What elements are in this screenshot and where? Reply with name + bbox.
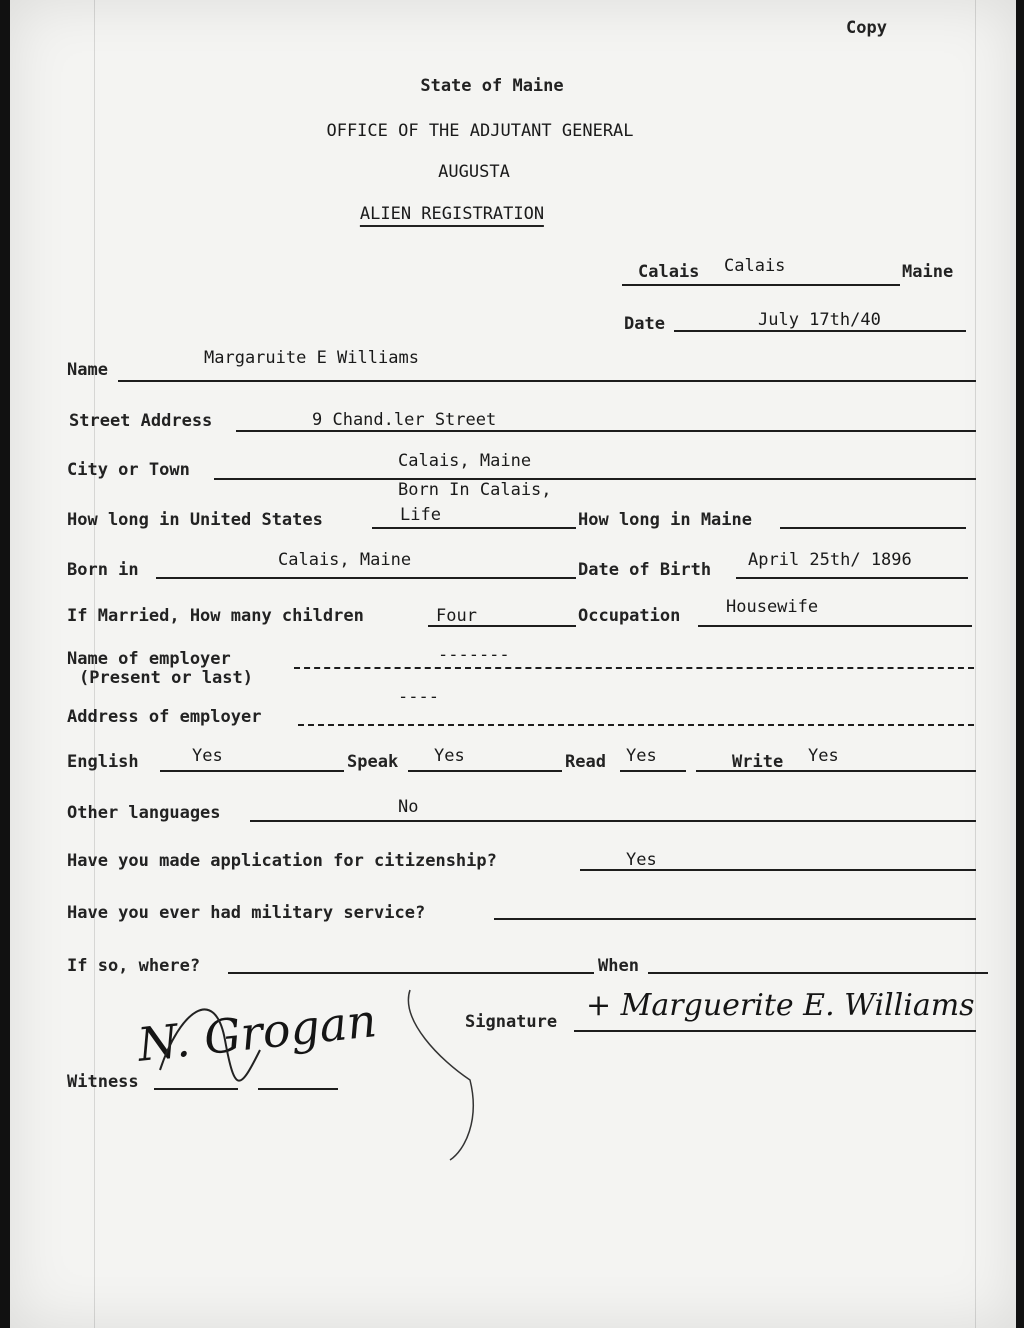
name-value: Margaruite E Williams bbox=[204, 348, 419, 368]
other-languages-value: No bbox=[398, 797, 419, 817]
witness-handwriting: N. Grogan bbox=[135, 993, 379, 1072]
place-printed-town: Calais bbox=[638, 262, 700, 282]
date-label: Date bbox=[624, 314, 665, 334]
city-value: Calais, Maine bbox=[398, 451, 532, 471]
write-value: Yes bbox=[808, 746, 839, 766]
employer-address-value: ---- bbox=[398, 687, 439, 707]
form-title: ALIEN REGISTRATION bbox=[360, 204, 544, 227]
dob-value: April 25th/ 1896 bbox=[748, 550, 912, 570]
maine-duration-label: How long in Maine bbox=[578, 510, 752, 530]
employer-value: ------- bbox=[438, 645, 510, 665]
speak-label: Speak bbox=[347, 752, 399, 772]
employer-label: Name of employer bbox=[67, 649, 231, 669]
witness-label: Witness bbox=[67, 1072, 139, 1092]
street-value: 9 Chand.ler Street bbox=[312, 410, 497, 430]
us-duration-value-line1: Born In Calais, bbox=[398, 480, 552, 500]
us-duration-value-line2: Life bbox=[400, 505, 441, 525]
other-languages-label: Other languages bbox=[67, 803, 221, 823]
copy-mark: Copy bbox=[846, 18, 887, 38]
english-value: Yes bbox=[192, 746, 223, 766]
street-label: Street Address bbox=[69, 411, 213, 431]
pen-flourish bbox=[10, 0, 1016, 1328]
signature-handwriting: + Marguerite E. Williams bbox=[586, 988, 975, 1023]
header-city: AUGUSTA bbox=[438, 162, 510, 182]
dob-label: Date of Birth bbox=[578, 560, 712, 580]
header-office: OFFICE OF THE ADJUTANT GENERAL bbox=[326, 121, 634, 141]
place-typed-town: Calais bbox=[724, 256, 786, 276]
document-page bbox=[10, 0, 1016, 1328]
born-in-value: Calais, Maine bbox=[278, 550, 412, 570]
citizenship-label: Have you made application for citizenship? bbox=[67, 851, 497, 871]
where-label: If so, where? bbox=[67, 956, 201, 976]
employer-sublabel: (Present or last) bbox=[79, 668, 253, 688]
occupation-label: Occupation bbox=[578, 606, 681, 626]
us-duration-label: How long in United States bbox=[67, 510, 323, 530]
read-value: Yes bbox=[626, 746, 657, 766]
when-label: When bbox=[598, 956, 639, 976]
signature-label: Signature bbox=[465, 1012, 558, 1032]
header-state: State of Maine bbox=[420, 76, 564, 96]
date-value: July 17th/40 bbox=[758, 310, 881, 330]
children-label: If Married, How many children bbox=[67, 606, 364, 626]
name-label: Name bbox=[67, 360, 108, 380]
read-label: Read bbox=[565, 752, 606, 772]
born-in-label: Born in bbox=[67, 560, 139, 580]
employer-address-label: Address of employer bbox=[67, 707, 262, 727]
occupation-value: Housewife bbox=[726, 597, 819, 617]
city-label: City or Town bbox=[67, 460, 190, 480]
english-label: English bbox=[67, 752, 139, 772]
children-value: Four bbox=[436, 606, 477, 626]
citizenship-value: Yes bbox=[626, 850, 657, 870]
speak-value: Yes bbox=[434, 746, 465, 766]
place-state: Maine bbox=[902, 262, 954, 282]
write-label: Write bbox=[732, 752, 784, 772]
military-label: Have you ever had military service? bbox=[67, 903, 426, 923]
